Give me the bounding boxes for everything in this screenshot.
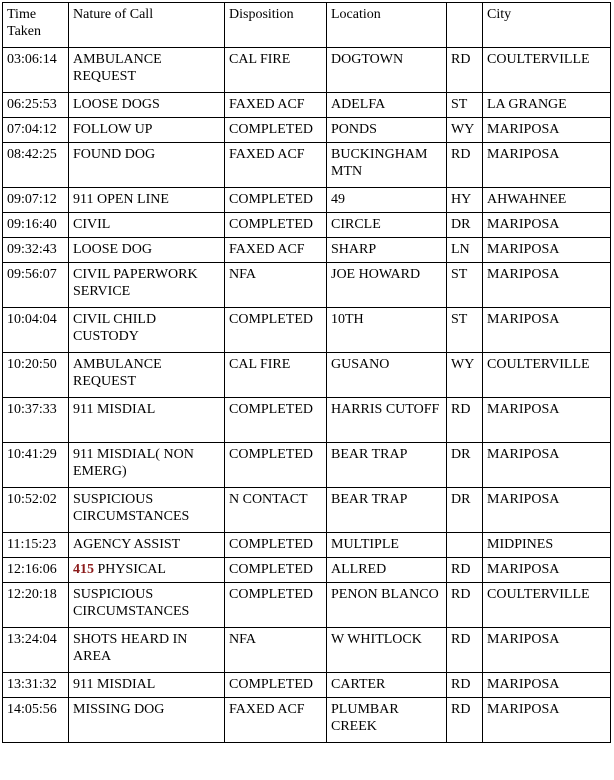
cell-disposition: COMPLETED (225, 673, 327, 698)
cell-time: 13:31:32 (3, 673, 69, 698)
cell-location: BEAR TRAP (327, 488, 447, 533)
cell-street-suffix: RD (447, 628, 483, 673)
cell-location: ADELFA (327, 93, 447, 118)
table-row (3, 118, 611, 143)
cell-disposition: CAL FIRE (225, 353, 327, 398)
table-row (3, 673, 611, 698)
cell-nature-of-call (69, 48, 225, 93)
header-location: Location (327, 3, 447, 48)
cell-street-suffix: DR (447, 488, 483, 533)
cell-time: 10:41:29 (3, 443, 69, 488)
cell-time: 09:07:12 (3, 188, 69, 213)
cell-location: CIRCLE (327, 213, 447, 238)
cell-disposition: N CONTACT (225, 488, 327, 533)
cell-city: MARIPOSA (483, 558, 611, 583)
cell-city: COULTERVILLE (483, 353, 611, 398)
cell-disposition: COMPLETED (225, 558, 327, 583)
table-row (3, 213, 611, 238)
cell-city: MARIPOSA (483, 673, 611, 698)
cell-nature-of-call (69, 213, 225, 238)
table-row (3, 533, 611, 558)
cell-disposition: NFA (225, 263, 327, 308)
cell-disposition: COMPLETED (225, 308, 327, 353)
cell-location: HARRIS CUTOFF (327, 398, 447, 443)
cell-city: MARIPOSA (483, 628, 611, 673)
cell-time: 09:16:40 (3, 213, 69, 238)
cell-location: BUCKINGHAM MTN (327, 143, 447, 188)
table-row (3, 583, 611, 628)
table-row (3, 488, 611, 533)
cell-nature-of-call (69, 698, 225, 743)
cell-street-suffix: HY (447, 188, 483, 213)
cell-time: 06:25:53 (3, 93, 69, 118)
cell-disposition: COMPLETED (225, 213, 327, 238)
cell-time: 10:37:33 (3, 398, 69, 443)
cell-city: MARIPOSA (483, 238, 611, 263)
cell-city: MIDPINES (483, 533, 611, 558)
nature-text: 911 OPEN LINE (73, 192, 169, 207)
cell-nature-of-call (69, 443, 225, 488)
cell-city: MARIPOSA (483, 263, 611, 308)
cell-disposition: CAL FIRE (225, 48, 327, 93)
cell-street-suffix: RD (447, 698, 483, 743)
cell-street-suffix: RD (447, 398, 483, 443)
cell-street-suffix: ST (447, 93, 483, 118)
table-row (3, 698, 611, 743)
table-row (3, 93, 611, 118)
cell-nature-of-call (69, 238, 225, 263)
cell-nature-of-call (69, 628, 225, 673)
cell-location: DOGTOWN (327, 48, 447, 93)
cell-time: 11:15:23 (3, 533, 69, 558)
cell-street-suffix: DR (447, 213, 483, 238)
cell-location: JOE HOWARD (327, 263, 447, 308)
cell-disposition: COMPLETED (225, 533, 327, 558)
cell-disposition: FAXED ACF (225, 143, 327, 188)
cell-street-suffix: RD (447, 143, 483, 188)
table-row (3, 48, 611, 93)
cell-city: MARIPOSA (483, 443, 611, 488)
cell-location: MULTIPLE (327, 533, 447, 558)
cell-street-suffix: RD (447, 48, 483, 93)
nature-text: FOLLOW UP (73, 122, 153, 137)
cell-location: BEAR TRAP (327, 443, 447, 488)
nature-text: 911 MISDIAL (73, 402, 156, 417)
header-nature-of-call: Nature of Call (69, 3, 225, 48)
cell-nature-of-call (69, 188, 225, 213)
cell-time: 14:05:56 (3, 698, 69, 743)
cell-city: MARIPOSA (483, 398, 611, 443)
cell-location: 49 (327, 188, 447, 213)
cell-location: GUSANO (327, 353, 447, 398)
table-row (3, 558, 611, 583)
cell-disposition: NFA (225, 628, 327, 673)
table-row (3, 263, 611, 308)
cell-street-suffix: WY (447, 118, 483, 143)
cell-location: 10TH (327, 308, 447, 353)
cell-nature-of-call (69, 308, 225, 353)
nature-text: FOUND DOG (73, 147, 156, 162)
cell-city: MARIPOSA (483, 308, 611, 353)
cell-nature-of-call (69, 488, 225, 533)
cell-location: PONDS (327, 118, 447, 143)
cell-nature-of-call (69, 118, 225, 143)
cell-disposition: COMPLETED (225, 188, 327, 213)
cell-nature-of-call (69, 533, 225, 558)
nature-text: LOOSE DOG (73, 242, 152, 257)
table-row (3, 188, 611, 213)
cell-time: 13:24:04 (3, 628, 69, 673)
cell-street-suffix: DR (447, 443, 483, 488)
nature-text: AGENCY ASSIST (73, 537, 181, 552)
cell-street-suffix: RD (447, 583, 483, 628)
cell-city: MARIPOSA (483, 213, 611, 238)
cell-street-suffix (447, 533, 483, 558)
call-log-table (2, 2, 611, 743)
call-log-body (3, 3, 611, 743)
cell-time: 10:20:50 (3, 353, 69, 398)
cell-location: W WHITLOCK (327, 628, 447, 673)
header-city: City (483, 3, 611, 48)
header-time-taken: Time Taken (3, 3, 69, 48)
cell-disposition: FAXED ACF (225, 93, 327, 118)
nature-text: SHOTS HEARD IN AREA (73, 632, 188, 664)
cell-time: 10:04:04 (3, 308, 69, 353)
cell-location: ALLRED (327, 558, 447, 583)
header-row (3, 3, 611, 48)
table-row (3, 398, 611, 443)
cell-disposition: COMPLETED (225, 118, 327, 143)
cell-nature-of-call (69, 398, 225, 443)
cell-location: PENON BLANCO (327, 583, 447, 628)
header-disposition: Disposition (225, 3, 327, 48)
cell-location: CARTER (327, 673, 447, 698)
cell-time: 09:56:07 (3, 263, 69, 308)
cell-street-suffix: RD (447, 558, 483, 583)
cell-city: MARIPOSA (483, 698, 611, 743)
cell-disposition: COMPLETED (225, 398, 327, 443)
cell-time: 03:06:14 (3, 48, 69, 93)
nature-text: SUSPICIOUS CIRCUMSTANCES (73, 587, 190, 619)
cell-nature-of-call (69, 583, 225, 628)
cell-city: MARIPOSA (483, 488, 611, 533)
nature-text: 911 MISDIAL( NON EMERG) (73, 447, 194, 479)
cell-city: LA GRANGE (483, 93, 611, 118)
cell-time: 07:04:12 (3, 118, 69, 143)
cell-location: SHARP (327, 238, 447, 263)
cell-street-suffix: ST (447, 263, 483, 308)
cell-street-suffix: RD (447, 673, 483, 698)
cell-nature-of-call (69, 143, 225, 188)
table-row (3, 238, 611, 263)
cell-street-suffix: WY (447, 353, 483, 398)
nature-text: CIVIL (73, 217, 111, 232)
cell-time: 08:42:25 (3, 143, 69, 188)
cell-time: 12:16:06 (3, 558, 69, 583)
cell-time: 09:32:43 (3, 238, 69, 263)
nature-text: CIVIL PAPERWORK SERVICE (73, 267, 198, 299)
nature-text: AMBULANCE REQUEST (73, 52, 162, 84)
cell-city: MARIPOSA (483, 118, 611, 143)
cell-disposition: FAXED ACF (225, 698, 327, 743)
nature-text: SUSPICIOUS CIRCUMSTANCES (73, 492, 190, 524)
cell-time: 12:20:18 (3, 583, 69, 628)
cell-nature-of-call (69, 353, 225, 398)
nature-text: 911 MISDIAL (73, 677, 156, 692)
cell-city: MARIPOSA (483, 143, 611, 188)
header-street-suffix (447, 3, 483, 48)
nature-text: PHYSICAL (94, 562, 166, 577)
cell-nature-of-call (69, 93, 225, 118)
cell-disposition: FAXED ACF (225, 238, 327, 263)
nature-text: LOOSE DOGS (73, 97, 160, 112)
cell-nature-of-call (69, 558, 225, 583)
nature-text: CIVIL CHILD CUSTODY (73, 312, 157, 344)
cell-city: AHWAHNEE (483, 188, 611, 213)
cell-disposition: COMPLETED (225, 583, 327, 628)
cell-nature-of-call (69, 673, 225, 698)
nature-text: AMBULANCE REQUEST (73, 357, 162, 389)
table-row (3, 628, 611, 673)
cell-time: 10:52:02 (3, 488, 69, 533)
cell-location: PLUMBAR CREEK (327, 698, 447, 743)
cell-street-suffix: ST (447, 308, 483, 353)
table-row (3, 143, 611, 188)
cell-city: COULTERVILLE (483, 583, 611, 628)
cell-disposition: COMPLETED (225, 443, 327, 488)
table-row (3, 353, 611, 398)
cell-city: COULTERVILLE (483, 48, 611, 93)
table-row (3, 443, 611, 488)
nature-text: MISSING DOG (73, 702, 165, 717)
cell-street-suffix: LN (447, 238, 483, 263)
table-row (3, 308, 611, 353)
cell-nature-of-call (69, 263, 225, 308)
call-code-highlight: 415 (73, 562, 94, 577)
